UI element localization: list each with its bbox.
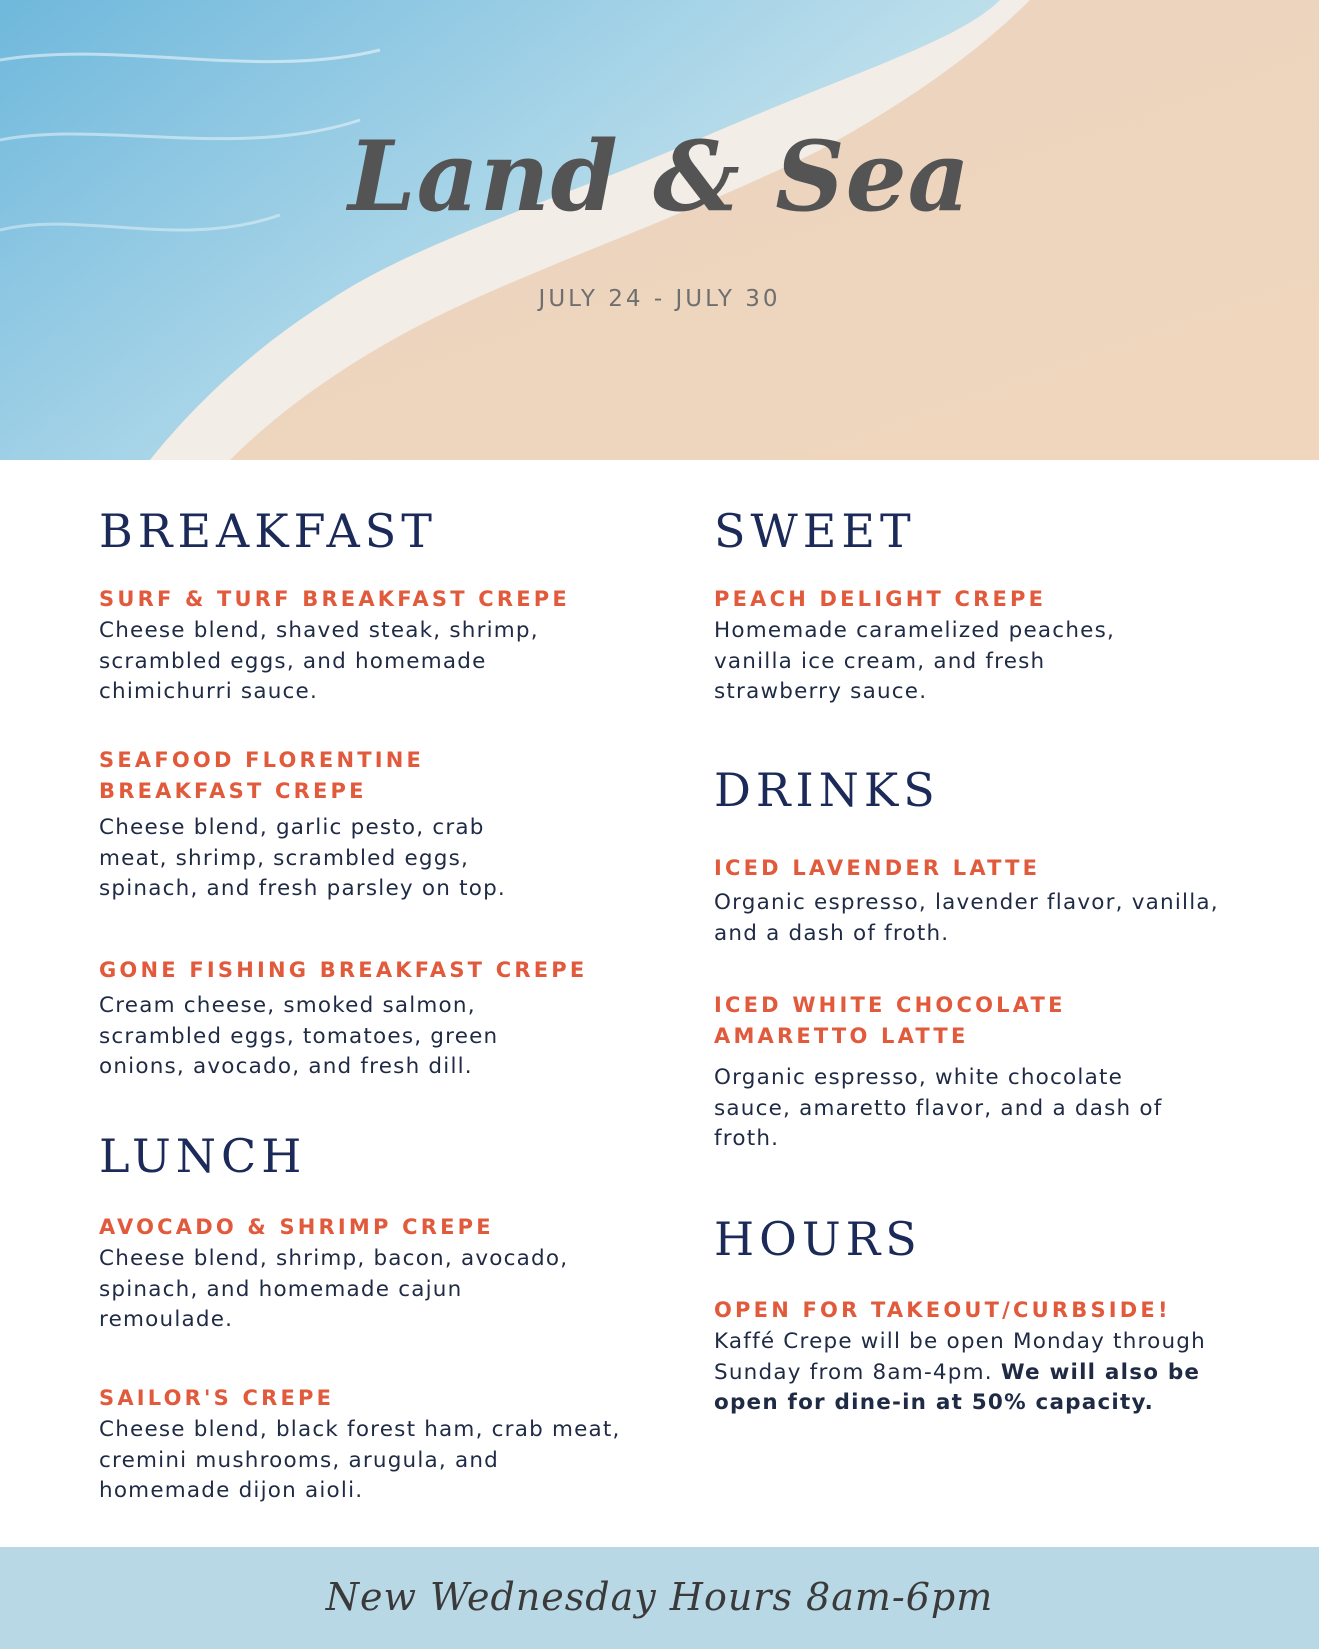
hero-banner (0, 0, 1319, 460)
section-heading-breakfast: BREAKFAST (99, 504, 437, 558)
menu-date-range: JULY 24 - JULY 30 (538, 286, 781, 312)
item-description: Homemade caramelized peaches, vanilla ice cream, and fresh strawberry sauce. (714, 618, 1116, 704)
footer-banner (0, 1547, 1319, 1649)
item-description: Cheese blend, shaved steak, shrimp, scrambled eggs, and homemade chimichurri sauce. (99, 618, 539, 704)
item-name: SAILOR'S CREPE (99, 1386, 335, 1410)
section-heading-drinks: DRINKS (714, 763, 940, 817)
item-description: Cheese blend, garlic pesto, crab meat, shrimp, scrambled eggs, spinach, and fresh parsley on top. (99, 815, 506, 901)
footer-hours-notice: New Wednesday Hours 8am-6pm (325, 1575, 994, 1619)
section-heading-sweet: SWEET (714, 504, 916, 558)
item-name: PEACH DELIGHT CREPE (714, 587, 1047, 611)
menu-title: Land & Sea (348, 120, 971, 233)
item-name: ICED LAVENDER LATTE (714, 856, 1041, 880)
section-heading-lunch: LUNCH (99, 1129, 307, 1183)
item-name: SURF & TURF BREAKFAST CREPE (99, 587, 570, 611)
item-description: Cheese blend, shrimp, bacon, avocado, spinach, and homemade cajun remoulade. (99, 1246, 569, 1332)
hours-description: Kaffé Crepe will be open Monday through Sunday from 8am-4pm. We will also be open for dine-in at 50% capacity. (714, 1329, 1206, 1415)
item-name: AVOCADO & SHRIMP CREPE (99, 1215, 494, 1239)
hours-subheading: OPEN FOR TAKEOUT/CURBSIDE! (714, 1298, 1171, 1322)
item-description: Organic espresso, lavender flavor, vanilla, and a dash of froth. (714, 890, 1219, 946)
item-description: Cheese blend, black forest ham, crab meat, cremini mushrooms, arugula, and homemade dijon aioli. (99, 1417, 621, 1503)
item-name: GONE FISHING BREAKFAST CREPE (99, 958, 588, 982)
item-description: Organic espresso, white chocolate sauce, amaretto flavor, and a dash of froth. (714, 1065, 1163, 1151)
section-heading-hours: HOURS (714, 1212, 922, 1266)
item-name: SEAFOOD FLORENTINE BREAKFAST CREPE (99, 748, 425, 803)
item-name: ICED WHITE CHOCOLATE AMARETTO LATTE (714, 993, 1066, 1048)
item-description: Cream cheese, smoked salmon, scrambled eggs, tomatoes, green onions, avocado, and fresh dill. (99, 993, 499, 1079)
